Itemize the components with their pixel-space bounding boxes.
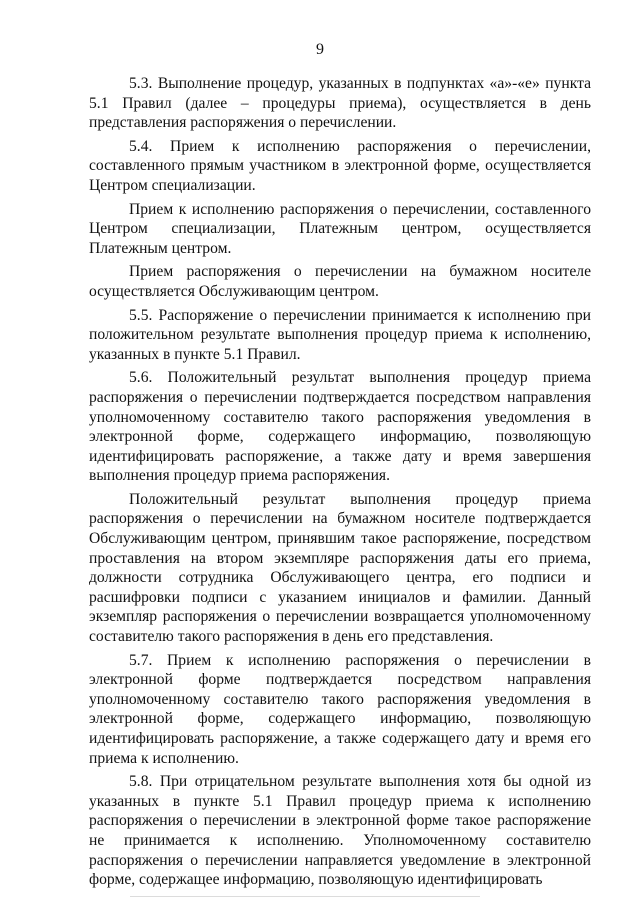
paragraph-5-6-paper-confirmation: Положительный результат выполнения процедур приема распоряжения о перечислении на бумажном носителе подтверждается Обслуживающим центром, принявшим такое распоряжение, посредством проставления на втором экземпляре распоряжения даты его приема, должности сотрудника Обслуживающего центра, его подписи и расшифровки подписи с указанием инициалов и фамилии. Данный экземпляр распоряжения о перечислении возвращается уполномоченному составителю такого распоряжения в день его представления. xyxy=(89,490,591,646)
page-bottom-divider xyxy=(130,896,480,897)
paragraph-5-6: 5.6. Положительный результат выполнения процедур приема распоряжения о перечислении подтверждается посредством направления уполномоченному составителю такого распоряжения уведомления в электронной форме, содержащего информацию, позволяющую идентифицировать распоряжение, а также дату и время завершения выполнения процедур приема распоряжения. xyxy=(89,369,591,485)
page-number: 9 xyxy=(316,41,324,58)
paragraph-5-8: 5.8. При отрицательном результате выполнения хотя бы одной из указанных в пункте 5.1 Правил процедур приема к исполнению распоряжения о перечислении в электронной форме такое распоряжение не принимается к исполнению. Уполномоченному составителю распоряжения о перечислении направляется уведомление в электронной форме, содержащее информацию, позволяющую идентифицировать xyxy=(89,773,591,889)
paragraph-5-5: 5.5. Распоряжение о перечислении принимается к исполнению при положительном результате выполнения процедур приема к исполнению, указанных в пункте 5.1 Правил. xyxy=(89,306,591,363)
paragraph-5-4-specialization-center: Прием к исполнению распоряжения о перечислении, составленного Центром специализации, Платежным центром, осуществляется Платежным центром. xyxy=(89,200,591,257)
paragraph-5-3: 5.3. Выполнение процедур, указанных в подпунктах «а»-«е» пункта 5.1 Правил (далее – процедуры приема), осуществляется в день представления распоряжения о перечислении. xyxy=(89,75,591,132)
paragraph-5-4: 5.4. Прием к исполнению распоряжения о перечислении, составленного прямым участником в электронной форме, осуществляется Центром специализации. xyxy=(89,137,591,194)
document-body xyxy=(89,74,591,894)
paragraph-5-7: 5.7. Прием к исполнению распоряжения о перечислении в электронной форме подтверждается посредством направления уполномоченному составителю такого распоряжения уведомления в электронной форме, содержащего информацию, позволяющую идентифицировать распоряжение, а также содержащего дату и время его приема к исполнению. xyxy=(89,651,591,767)
paragraph-5-4-paper-medium: Прием распоряжения о перечислении на бумажном носителе осуществляется Обслуживающим центром. xyxy=(89,263,591,300)
